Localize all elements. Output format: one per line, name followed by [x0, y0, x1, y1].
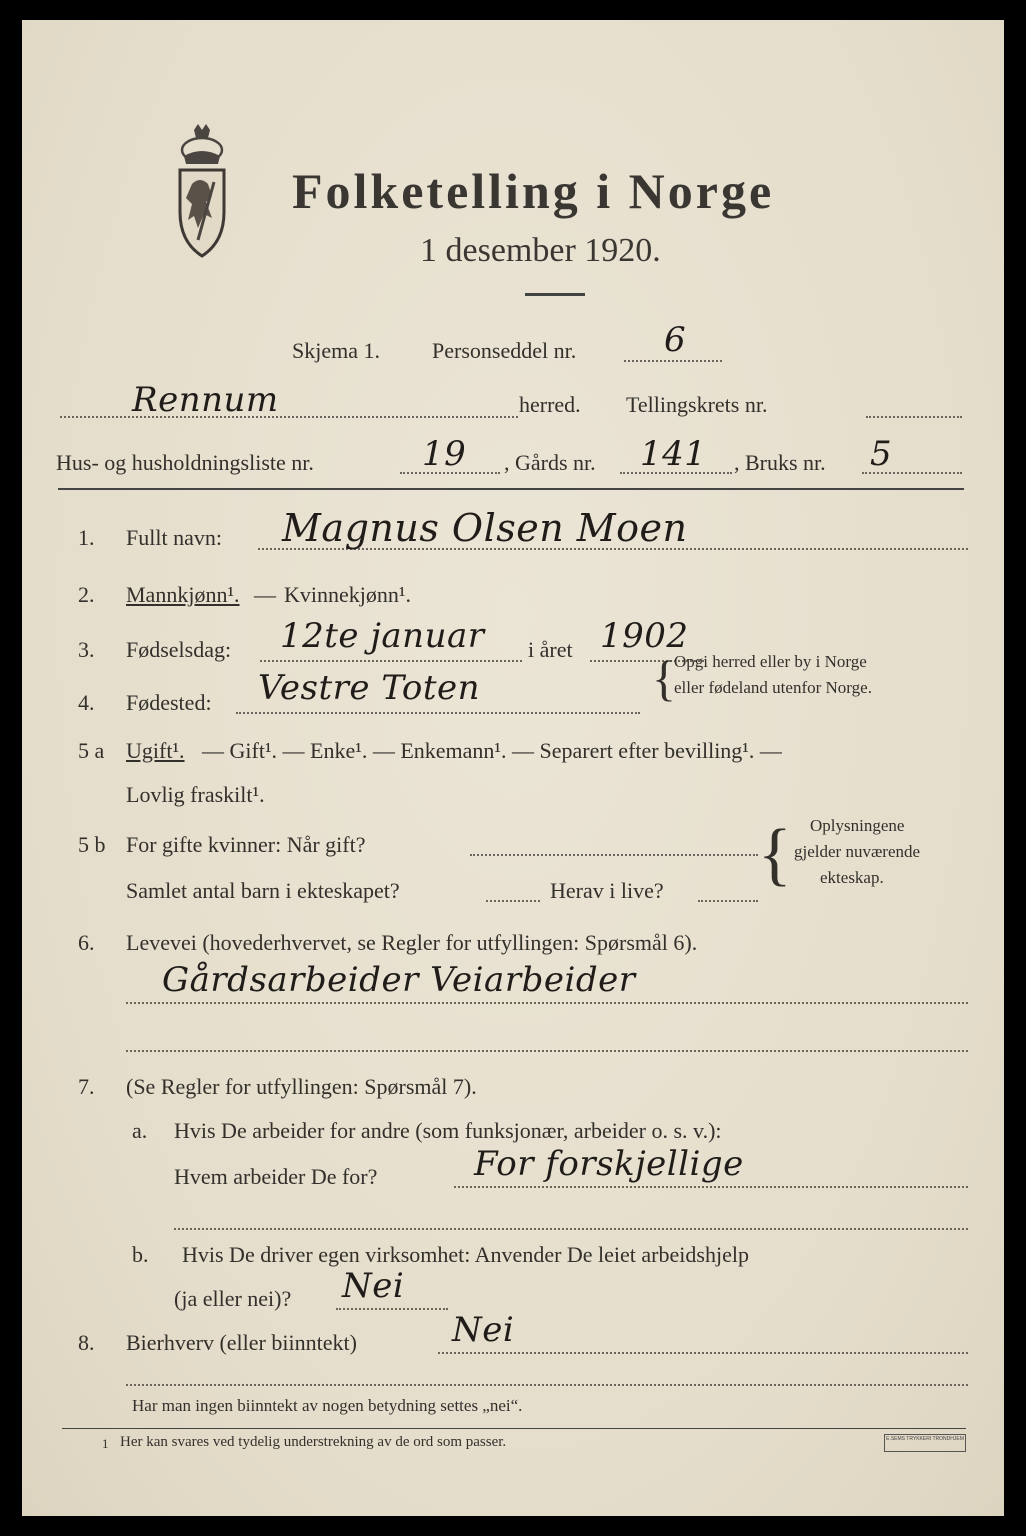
q6-line-2: [126, 1050, 968, 1052]
printer-stamp: [884, 1434, 966, 1452]
q8-line-2: [126, 1384, 968, 1386]
q1-value[interactable]: Magnus Olsen Moen: [282, 506, 688, 550]
tellingskrets-label: Tellingskrets nr.: [626, 392, 768, 417]
q7b-letter: b.: [132, 1242, 149, 1267]
personseddel-value[interactable]: 6: [664, 320, 687, 360]
gards-label: , Gårds nr.: [504, 450, 596, 475]
q7a-letter: a.: [132, 1118, 148, 1143]
q4-line: [236, 712, 640, 714]
q5b-label-2: Samlet antal barn i ekteskapet?: [126, 878, 400, 903]
q4-note-1: Opgi herred eller by i Norge: [674, 652, 867, 671]
gards-value[interactable]: 141: [640, 434, 707, 474]
q6-value[interactable]: Gårdsarbeider Veiarbeider: [162, 960, 636, 1000]
q7-label: (Se Regler for utfyllingen: Spørsmål 7).: [126, 1074, 477, 1099]
q5b-label-3: Herav i live?: [550, 878, 664, 903]
personseddel-line: [624, 360, 722, 362]
header-divider: [58, 488, 964, 490]
q7b-line: [336, 1308, 448, 1310]
q2-number: 2.: [78, 582, 95, 607]
title-divider: [525, 293, 585, 296]
q5a-ugift[interactable]: Ugift¹.: [126, 738, 185, 763]
q7-number: 7.: [78, 1074, 95, 1099]
hus-label: Hus- og husholdningsliste nr.: [56, 450, 314, 475]
census-form: [22, 20, 1004, 1516]
herred-label: herred.: [519, 392, 581, 417]
q4-value[interactable]: Vestre Toten: [258, 668, 481, 708]
q7b-label-2: (ja eller nei)?: [174, 1286, 292, 1311]
q8-label: Bierhverv (eller biinntekt): [126, 1330, 357, 1355]
q4-brace: {: [652, 650, 676, 706]
q5b-note-2: gjelder nuværende: [794, 842, 921, 861]
q3-day-value[interactable]: 12te januar: [280, 616, 485, 656]
q4-number: 4.: [78, 690, 95, 715]
q2-female[interactable]: Kvinnekjønn¹.: [284, 582, 411, 607]
q5b-married-line: [470, 854, 758, 856]
q7b-value[interactable]: Nei: [342, 1266, 405, 1306]
q5a-line2[interactable]: Lovlig fraskilt¹.: [126, 782, 265, 807]
footnote-text: Her kan svares ved tydelig understrekning av de ord som passer.: [120, 1434, 507, 1450]
q6-label: Levevei (hovederhvervet, se Regler for utfyllingen: Spørsmål 6).: [126, 930, 698, 955]
skjema-label: Skjema 1.: [292, 338, 380, 363]
footer-note: Har man ingen biinntekt av nogen betydning settes „nei“.: [132, 1396, 523, 1415]
q8-line: [438, 1352, 968, 1354]
printer-stamp-text: E.SEMS TRYKKERI TRONDHJEM: [886, 1436, 964, 1442]
tellingskrets-line: [866, 416, 962, 418]
q5b-note-1: Oplysningene: [810, 816, 905, 835]
q7a-line: [454, 1186, 968, 1188]
bruks-value[interactable]: 5: [870, 434, 893, 474]
form-title: Folketelling i Norge: [292, 163, 775, 219]
q3-label: Fødselsdag:: [126, 637, 232, 662]
bruks-label: , Bruks nr.: [734, 450, 826, 475]
footnote-number: 1: [102, 1436, 109, 1451]
q7a-line-2: [174, 1228, 968, 1230]
q8-number: 8.: [78, 1330, 95, 1355]
q5b-label-1: For gifte kvinner: Når gift?: [126, 832, 366, 857]
q5a-number: 5 a: [78, 738, 105, 763]
q8-value[interactable]: Nei: [452, 1310, 515, 1350]
footer-divider: [62, 1428, 966, 1429]
q1-label: Fullt navn:: [126, 525, 222, 550]
herred-line: [60, 416, 518, 418]
q5a-options[interactable]: — Gift¹. — Enke¹. — Enkemann¹. — Separert efter bevilling¹. —: [202, 738, 782, 763]
q3-day-line: [260, 660, 522, 662]
q3-number: 3.: [78, 637, 95, 662]
q5b-brace: {: [758, 816, 792, 893]
form-date: 1 desember 1920.: [420, 232, 661, 269]
q3-year-label: i året: [528, 637, 573, 662]
q7a-value[interactable]: For forskjellige: [474, 1144, 744, 1184]
q3-year-value[interactable]: 1902: [600, 616, 689, 656]
q1-number: 1.: [78, 525, 95, 550]
q5b-note-3: ekteskap.: [820, 868, 884, 887]
q6-number: 6.: [78, 930, 95, 955]
hus-value[interactable]: 19: [422, 434, 467, 474]
q5b-alive-line: [698, 900, 758, 902]
q4-note-2: eller fødeland utenfor Norge.: [674, 678, 872, 697]
herred-value[interactable]: Rennum: [132, 380, 279, 420]
q5b-children-line: [486, 900, 540, 902]
q7a-label-2: Hvem arbeider De for?: [174, 1164, 378, 1189]
q2-male[interactable]: Mannkjønn¹.: [126, 582, 240, 607]
personseddel-label: Personseddel nr.: [432, 338, 577, 363]
q7b-label: Hvis De driver egen virksomhet: Anvender De leiet arbeidshjelp: [182, 1242, 749, 1267]
coat-of-arms-icon: [172, 122, 232, 262]
q5b-number: 5 b: [78, 832, 106, 857]
q7a-label: Hvis De arbeider for andre (som funksjonær, arbeider o. s. v.):: [174, 1118, 722, 1143]
q2-separator: —: [254, 582, 276, 607]
q4-label: Fødested:: [126, 690, 212, 715]
q6-line-1: [126, 1002, 968, 1004]
